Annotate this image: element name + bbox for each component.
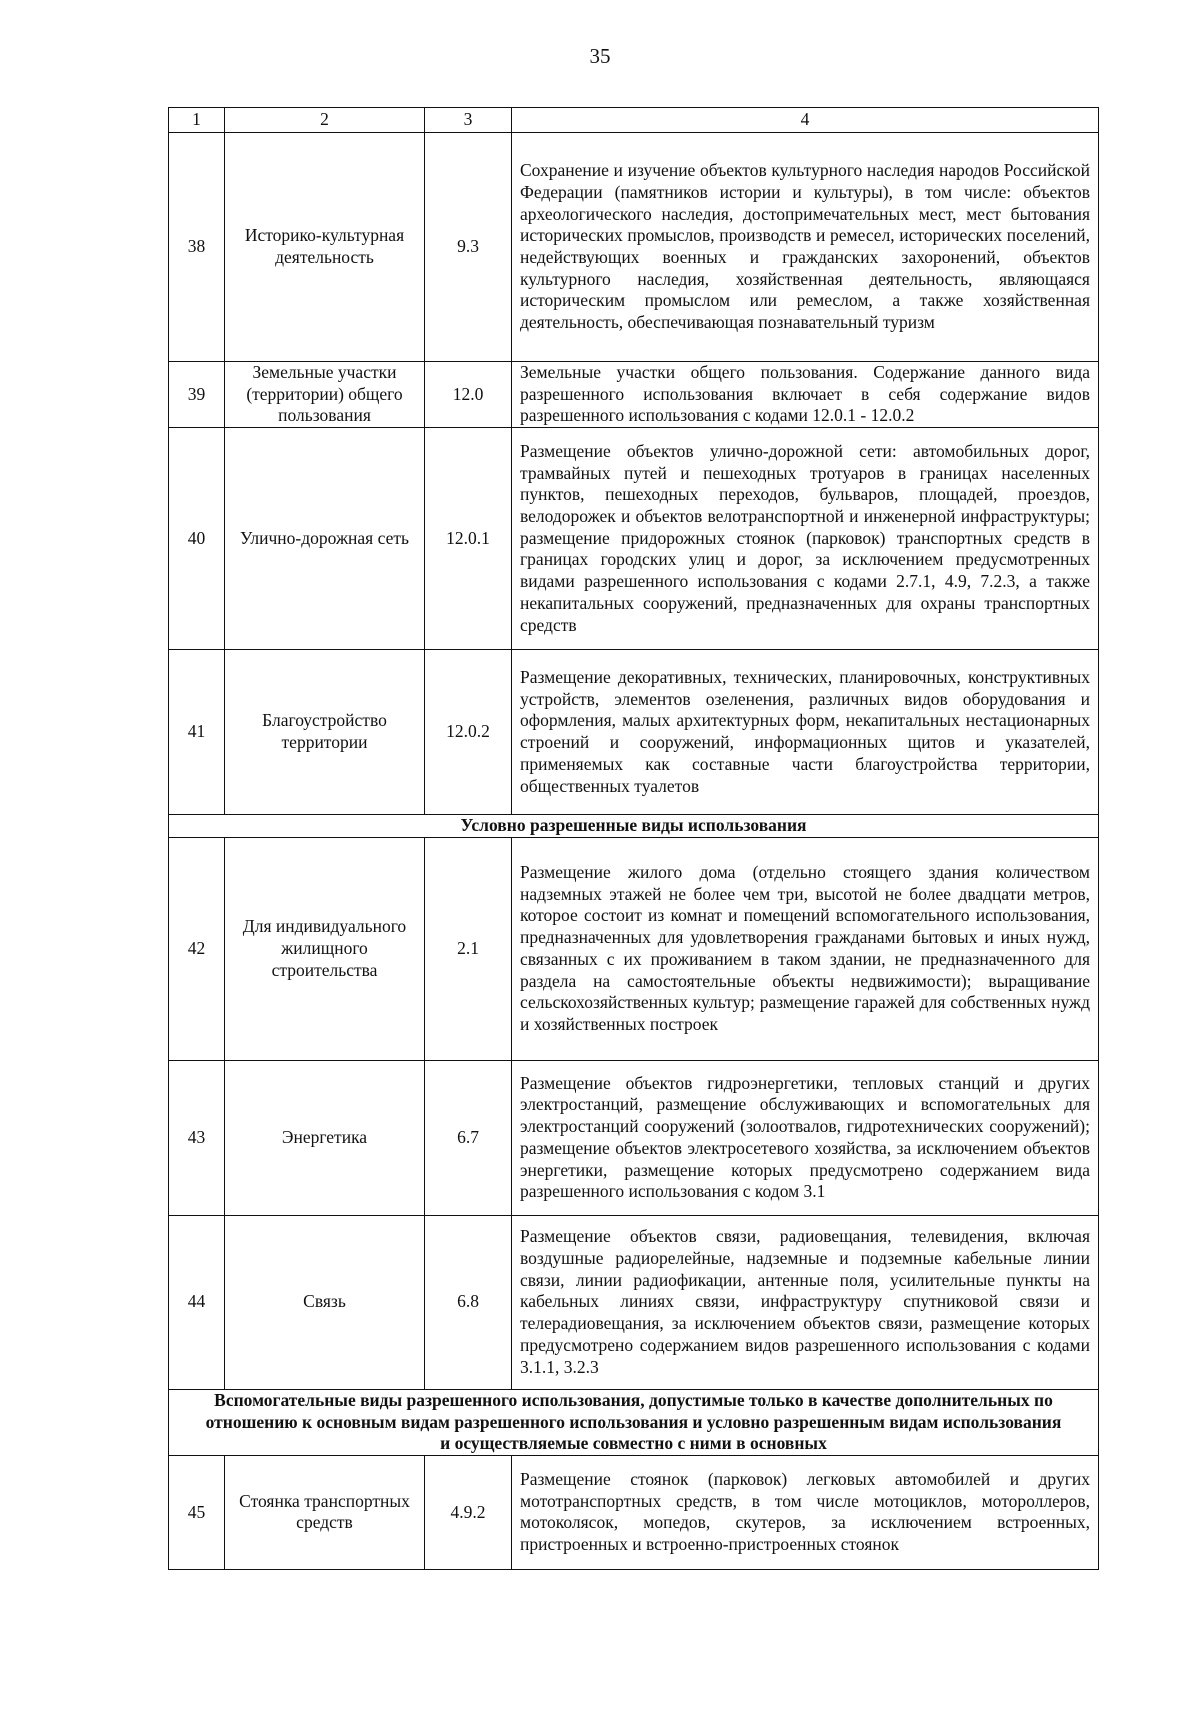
- row-number: 44: [169, 1215, 225, 1389]
- header-cell-code: 3: [425, 108, 512, 133]
- table-row: [169, 362, 1099, 428]
- use-type-description: Размещение объектов улично-дорожной сети: автомобильных дорог, трамвайных путей и пешеходных тротуаров в границах населенных пунктов, пешеходных переходов, бульваров, площадей, проездов, велодорожек и объектов велотранспортной и инженерной инфраструктуры; размещение придорожных стоянок (парковок) транспортных средств в границах городских улиц и дорог, за исключением предусмотренных видами разрешенного использования с кодами 2.7.1, 4.9, 7.2.3, а также некапитальных сооружений, предназначенных для охраны транспортных средств: [512, 428, 1099, 650]
- use-type-description: Размещение декоративных, технических, планировочных, конструктивных устройств, элементов озеленения, различных видов оборудования и оформления, малых архитектурных форм, некапитальных нестационарных строений и сооружений, информационных щитов и указателей, применяемых как составные части благоустройства территории, общественных туалетов: [512, 650, 1099, 815]
- header-cell-name: 2: [225, 108, 425, 133]
- header-cell-num: 1: [169, 108, 225, 133]
- page-number: 35: [589, 44, 611, 68]
- use-type-code: 12.0.2: [425, 650, 512, 815]
- row-number: 40: [169, 428, 225, 650]
- table-row: [169, 1060, 1099, 1215]
- header-cell-desc: 4: [512, 108, 1099, 133]
- table-row: [169, 1455, 1099, 1569]
- land-use-table: [168, 107, 1099, 1570]
- use-type-name: Энергетика: [225, 1060, 425, 1215]
- row-number: 38: [169, 133, 225, 362]
- table-row: [169, 1215, 1099, 1389]
- use-type-name: Земельные участки (территории) общего пользования: [225, 362, 425, 428]
- use-type-description: Земельные участки общего пользования. Содержание данного вида разрешенного использования включает в себя содержание видов разрешенного использования с кодами 12.0.1 - 12.0.2: [512, 362, 1099, 428]
- row-number: 43: [169, 1060, 225, 1215]
- row-number: 39: [169, 362, 225, 428]
- section-row: [169, 815, 1099, 838]
- row-number: 42: [169, 837, 225, 1060]
- use-type-code: 9.3: [425, 133, 512, 362]
- section-row: [169, 1389, 1099, 1455]
- use-type-name: Улично-дорожная сеть: [225, 428, 425, 650]
- use-type-code: 2.1: [425, 837, 512, 1060]
- use-type-name: Благоустройство территории: [225, 650, 425, 815]
- use-type-name: Связь: [225, 1215, 425, 1389]
- use-type-name: Стоянка транспортных средств: [225, 1455, 425, 1569]
- table-row: [169, 650, 1099, 815]
- use-type-name: Для индивидуального жилищного строительства: [225, 837, 425, 1060]
- use-type-description: Размещение объектов связи, радиовещания, телевидения, включая воздушные радиорелейные, надземные и подземные кабельные линии связи, линии радиофикации, антенные поля, усилительные пункты на кабельных линиях связи, инфраструктуру спутниковой связи и телерадиовещания, за исключением объектов связи, размещение которых предусмотрено содержанием видов разрешенного использования с кодами 3.1.1, 3.2.3: [512, 1215, 1099, 1389]
- table-row: [169, 837, 1099, 1060]
- row-number: 45: [169, 1455, 225, 1569]
- table-row: [169, 133, 1099, 362]
- use-type-name: Историко-культурная деятельность: [225, 133, 425, 362]
- row-number: 41: [169, 650, 225, 815]
- section-title-conditional: Условно разрешенные виды использования: [169, 815, 1099, 838]
- use-type-code: 4.9.2: [425, 1455, 512, 1569]
- use-type-code: 12.0.1: [425, 428, 512, 650]
- table-row: [169, 428, 1099, 650]
- use-type-code: 6.7: [425, 1060, 512, 1215]
- use-type-code: 6.8: [425, 1215, 512, 1389]
- use-type-description: Сохранение и изучение объектов культурного наследия народов Российской Федерации (памятников истории и культуры), в том числе: объектов археологического наследия, достопримечательных мест, мест бытования исторических промыслов, производств и ремесел, исторических поселений, недействующих военных и гражданских захоронений, объектов культурного наследия, хозяйственная деятельность, являющаяся историческим промыслом или ремеслом, а также хозяйственная деятельность, обеспечивающая познавательный туризм: [512, 133, 1099, 362]
- use-type-description: Размещение жилого дома (отдельно стоящего здания количеством надземных этажей не более чем три, высотой не более двадцати метров, которое состоит из комнат и помещений вспомогательного использования, предназначенных для удовлетворения гражданами бытовых и иных нужд, связанных с их проживанием в таком здании, не предназначенного для раздела на самостоятельные объекты недвижимости); выращивание сельскохозяйственных культур; размещение гаражей для собственных нужд и хозяйственных построек: [512, 837, 1099, 1060]
- section-title-auxiliary: Вспомогательные виды разрешенного использования, допустимые только в качестве дополнительных по отношению к основным видам разрешенного использования и условно разрешенным видам использования и осуществляемые совместно с ними в основных: [169, 1389, 1099, 1455]
- use-type-code: 12.0: [425, 362, 512, 428]
- table-header-row: [169, 108, 1099, 133]
- use-type-description: Размещение объектов гидроэнергетики, тепловых станций и других электростанций, размещение обслуживающих и вспомогательных для электростанций сооружений (золоотвалов, гидротехнических сооружений); размещение объектов электросетевого хозяйства, за исключением объектов энергетики, размещение которых предусмотрено содержанием вида разрешенного использования с кодом 3.1: [512, 1060, 1099, 1215]
- use-type-description: Размещение стоянок (парковок) легковых автомобилей и других мототранспортных средств, в том числе мотоциклов, мотороллеров, мотоколясок, мопедов, скутеров, за исключением встроенных, пристроенных и встроенно-пристроенных стоянок: [512, 1455, 1099, 1569]
